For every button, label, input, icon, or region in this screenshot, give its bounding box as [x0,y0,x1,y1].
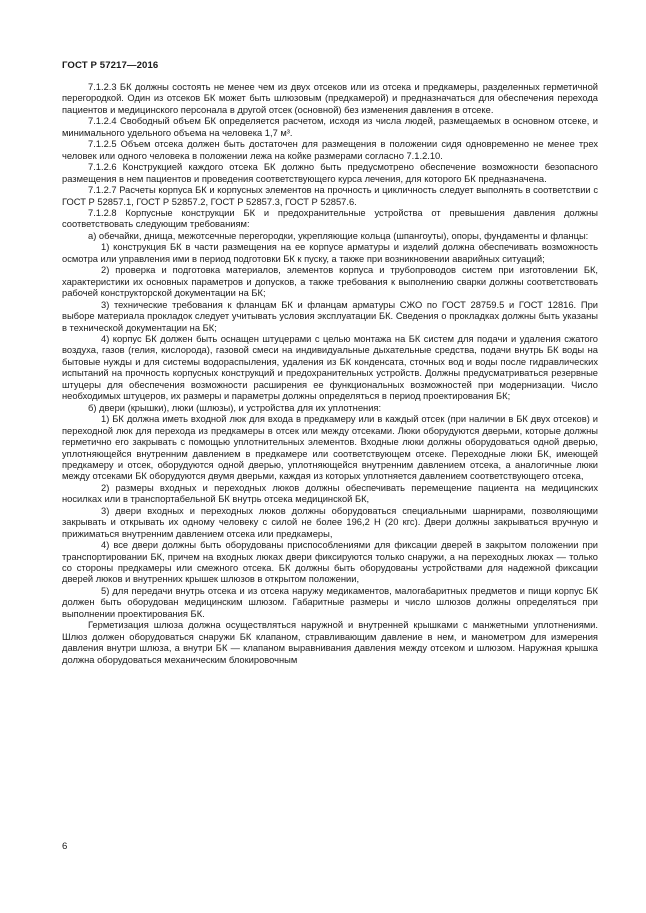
list-item-a-1: 1) конструкция БК в части размещения на ее корпусе арматуры и изделий должна обеспечивать возможность осмотра или управления ими в период подготовки БК к пуску, а также при возникновении аварийных ситуаций; [62,242,598,264]
paragraph-7-1-2-4: 7.1.2.4 Свободный объем БК определяется расчетом, исходя из числа людей, размещаемых в основном отсеке, и минимального удельного объема на человека 1,7 м³. [62,116,598,138]
list-item-b-3: 3) двери входных и переходных люков должны оборудоваться специальными шарнирами, позволяющими закрывать и открывать их одному человеку с силой не более 196,2 Н (20 кгс). Двери должны закрываться вручную и прижиматься внутренним давлением отсека или предкамеры, [62,505,598,539]
list-item-b-2: 2) размеры входных и переходных люков должны обеспечивать перемещение пациента на медицинских носилках или в транспортабельной БК внутрь отсека медицинской БК, [62,482,598,505]
paragraph-7-1-2-7: 7.1.2.7 Расчеты корпуса БК и корпусных элементов на прочность и цикличность следует выполнять в соответствии с ГОСТ Р 52857.1, ГОСТ Р 52857.2, ГОСТ Р 52857.3, ГОСТ Р 52857.6. [62,185,598,207]
document-header: ГОСТ Р 57217—2016 [62,60,159,71]
list-item-a-4: 4) корпус БК должен быть оснащен штуцерами с целью монтажа на БК систем для подачи и удаления сжатого воздуха, газов (гелия, кислорода), газовой смеси на индивидуальные дыхательные средства, подачи внутрь БК воды на бытовые нужды и для системы водораспыления, удаления из БК конденсата, сточных вод и воды после гидравлических испытаний на прочность корпусных конструкций и предохранительных устройств. Должны предусматриваться резервные штуцеры для обеспечения возможности расширения ее функциональных возможностей при модернизации. Число необходимых штуцеров, их размеры и параметры должны определяться в период проектирования БК; [62,333,598,402]
list-item-b: б) двери (крышки), люки (шлюзы), и устройства для их уплотнения: [88,402,382,413]
paragraph-airlock-sealing: Герметизация шлюза должна осуществляться наружной и внутренней крышками с манжетными уплотнениями. Шлюз должен оборудоваться снаружи БК клапаном, стравливающим давление в нем, и манометром для измерения давления внутри шлюза, а внутри БК — клапаном выравнивания давления между отсеком и шлюзом. Наружная крышка должна оборудоваться механическим блокировочным [62,620,598,665]
list-item-a-3: 3) технические требования к фланцам БК и фланцам арматуры СЖО по ГОСТ 28759.5 и ГОСТ 12816. При выборе материала прокладок следует учитывать условия эксплуатации БК. Сведения о прокладках должны быть указаны в технической документации на БК; [62,299,598,333]
paragraph-7-1-2-6: 7.1.2.6 Конструкцией каждого отсека БК должно быть предусмотрено обеспечение возможности безопасного размещения в нем пациентов и проведения соответствующего курса лечения, для которого БК предназначена. [62,162,598,184]
page-number: 6 [62,841,68,852]
paragraph-7-1-2-3: 7.1.2.3 БК должны состоять не менее чем из двух отсеков или из отсека и предкамеры, разделенных герметичной перегородкой. Один из отсеков БК может быть шлюзовым (предкамерой) и предназначаться для обеспечения перехода пациентов и медицинского персонала в другой отсек (основной) без изменения давления в отсеке. [62,82,598,115]
list-item-a: а) обечайки, днища, межотсечные перегородки, укрепляющие кольца (шпангоуты), опоры, фундаменты и фланцы: [88,230,589,241]
paragraph-7-1-2-5: 7.1.2.5 Объем отсека должен быть достаточен для размещения в положении сидя одновременно не менее трех человек или одного человека в положении лежа на койке размерами согласно 7.1.2.10. [62,139,598,161]
paragraph-7-1-2-8: 7.1.2.8 Корпусные конструкции БК и предохранительные устройства от превышения давления должны соответствовать следующим требованиям: [62,207,598,230]
document-body [62,82,598,666]
list-item-a-2: 2) проверка и подготовка материалов, элементов корпуса и трубопроводов систем при изготовлении БК, характеристики их основных параметров и допусков, а также требования к выполнению сварки должны соответствовать рабочей конструкторской документации на БК; [62,265,598,299]
list-item-b-4: 4) все двери должны быть оборудованы приспособлениями для фиксации дверей в закрытом положении при транспортировании БК, причем на входных люках двери фиксируются только снаружи, а на переходных люках — только со стороны предкамеры или смежного отсека. БК должны быть оборудованы устройствами для надежной фиксации дверей люков и внутренних крышек шлюзов в открытом положении, [62,540,598,585]
list-item-b-5: 5) для передачи внутрь отсека и из отсека наружу медикаментов, малогабаритных предметов и пищи корпус БК должен быть оборудован медицинским шлюзом. Габаритные размеры и число шлюзов должны определяться при выполнении проектирования БК. [62,585,598,619]
list-item-b-1: 1) БК должна иметь входной люк для входа в предкамеру или в каждый отсек (при наличии в БК двух отсеков) и переходной люк для перехода из предкамеры в отсек или между отсеками. Люки оборудуются дверьми, которые должны герметично его закрывать с помощью уплотнительных элементов. Входные люки должны оборудоваться одной дверью, уплотняющейся внутренним давлением в предкамере или соответствующем отсеке. Переходные люки БК, имеющей предкамеру и отсек, оборудуются одной дверью, уплотняющейся внутренним давлением отсека, а аналогичные люки между отсеками БК оборудуются двумя дверьми, каждая из которых уплотняется давлением соответствующего отсека, [62,414,598,482]
